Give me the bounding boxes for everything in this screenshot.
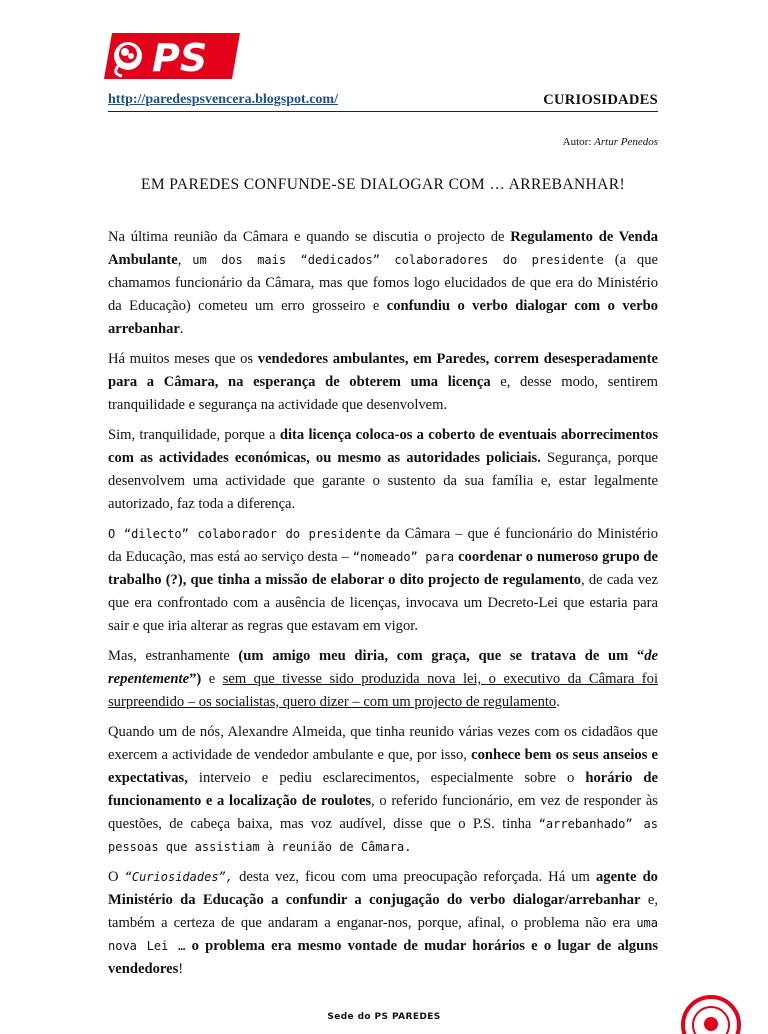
paragraph-7: O “Curiosidades”, desta vez, ficou com uma preocupação reforçada. Há um agente do Ministério da Educação a confundir a conjugação do verbo dialogar/arrebanhar e, também a certeza de que andaram a enganar-nos, porque, afinal, o problema não era uma nova Lei … o problema era mesmo vontade de mudar horários e o lugar de alguns vendedores! [108, 869, 659, 977]
paragraph-6: Quando um de nós, Alexandre Almeida, que tinha reunido várias vezes com os cidadãos que exercem a actividade de vendedor ambulante e que, por isso, conhece bem os seus anseios e expectativas, interveio e pediu esclarecimentos, especialmente sobre o horário de funcionamento e a localização de roulotes, o referido funcionário, em vez de responder às questões, de cabeça baixa, mas voz audível, disse que o P.S. tinha “arrebanhado” as pessoas que assistiam à reunião de Câmara. [108, 724, 659, 854]
section-title: CURIOSIDADES [543, 92, 658, 108]
ps-stamp-icon [680, 994, 742, 1034]
paragraph-3: Sim, tranquilidade, porque a dita licença coloca-os a coberto de eventuais aborrecimentos com as actividades económicas, ou mesmo as autoridades policiais. Segurança, porque desenvolvem uma actividade que garante o sustento da sua família e, estar legalmente autorizado, faz toda a diferença. [108, 427, 658, 512]
paragraph-2: Há muitos meses que os vendedores ambulantes, em Paredes, correm desesperadamente para a Câmara, na esperança de obterem uma licença e, desse modo, sentirem tranquilidade e segurança na actividade que desenvolvem. [108, 351, 658, 413]
author-name: Artur Penedos [594, 136, 658, 148]
blog-link[interactable]: http://paredespsvencera.blogspot.com/ [108, 92, 338, 107]
paragraph-4: O “dilecto” colaborador do presidente da Câmara – que é funcionário do Ministério da Educação, mas está ao serviço desta – “nomeado” para coordenar o numeroso grupo de trabalho (?), que tinha a missão de elaborar o dito projecto de regulamento, de cada vez que era confrontado com a ausência de licenças, invocava um Decreto-Lei que estaria para sair e que iria alterar as regras que estavam em vigor. [108, 526, 658, 634]
article-title: EM PAREDES CONFUNDE-SE DIALOGAR COM … ARREBANHAR! [140, 176, 626, 193]
author-label: Autor: [562, 136, 592, 148]
author-line [563, 136, 658, 148]
footer-text: Sede do PS PAREDES [327, 1012, 441, 1022]
logo-text: PS [152, 36, 208, 79]
paragraph-5: Mas, estranhamente (um amigo meu diria, com graça, que se tratava de um “de repentemente”) e sem que tivesse sido produzida nova lei, o executivo da Câmara foi surpreendido – os socialistas, quero dizer – com um projecto de regulamento. [108, 648, 659, 710]
article-body [108, 226, 658, 988]
paragraph-1: Na última reunião da Câmara e quando se discutia o projecto de Regulamento de Venda Ambulante, um dos mais “dedicados” colaboradores do presidente (a que chamamos funcionário da Câmara, mas que fomos logo elucidados de que era do Ministério da Educação) cometeu um erro grosseiro e confundiu o verbo dialogar com o verbo arrebanhar. [108, 229, 658, 337]
ps-logo [104, 33, 240, 79]
header-divider [108, 111, 658, 112]
